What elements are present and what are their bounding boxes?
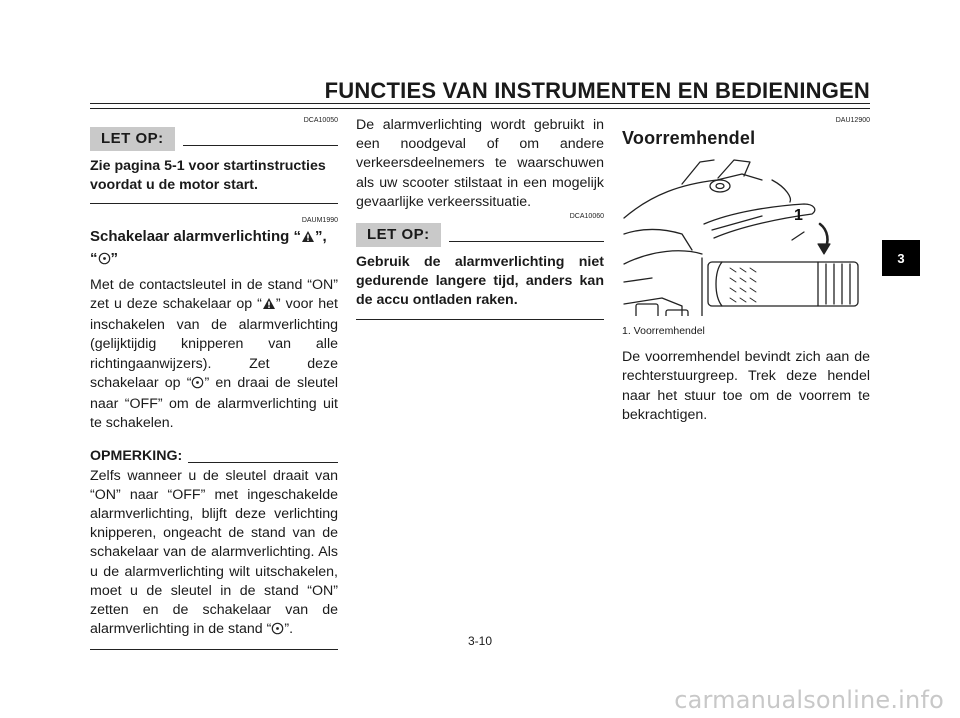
paragraph-text: Met de contactsleutel in de stand “ON” zet u deze schakelaar op “ bbox=[90, 276, 338, 313]
caution-end-rule bbox=[90, 203, 338, 204]
paragraph-text: ”. bbox=[284, 621, 294, 638]
caution-text: Gebruik de alarmverlichting niet gedurende langere tijd, anders kan de accu ontladen raken. bbox=[356, 254, 604, 309]
caution-header bbox=[90, 127, 338, 151]
note-header bbox=[90, 447, 338, 466]
figure-caption: 1. Voorremhendel bbox=[622, 325, 705, 338]
note-end-rule bbox=[90, 649, 338, 650]
paragraph-hazard-usage bbox=[90, 276, 338, 434]
header-rule-top bbox=[90, 103, 870, 104]
off-position-icon bbox=[191, 376, 204, 395]
paragraph-hazard-purpose: De alarmverlichting wordt gebruikt in een noodgeval of om andere verkeersdeelnemers te waarschuwen als uw scooter stilstaat in een mogelijk gevaarlijke verkeerssituatie. bbox=[356, 117, 604, 210]
hazard-triangle-icon bbox=[301, 229, 315, 248]
handlebar-drawing bbox=[622, 154, 870, 316]
doc-code: DAUM1990 bbox=[301, 217, 338, 225]
column-left bbox=[90, 116, 338, 650]
caution-label: LET OP: bbox=[356, 223, 441, 247]
paragraph-text: ” en draai de sleutel naar “OFF” om de alarmverlichting uit te schakelen. bbox=[90, 374, 338, 432]
heading-text: ”, bbox=[314, 228, 327, 246]
paragraph-note bbox=[90, 467, 338, 642]
figure-callout-number: 1 bbox=[794, 207, 803, 225]
note-label: OPMERKING: bbox=[90, 448, 183, 465]
caution-rule bbox=[449, 229, 604, 242]
heading-text: Schakelaar alarmverlichting “ bbox=[90, 228, 301, 246]
brake-lever-illustration bbox=[622, 154, 870, 316]
caution-text: Zie pagina 5-1 voor startinstructies voordat u de motor start. bbox=[90, 158, 326, 194]
section-heading-brake-lever: Voorremhendel bbox=[622, 128, 756, 148]
heading-text: ” bbox=[110, 249, 118, 267]
doc-code: DCA10060 bbox=[569, 213, 604, 221]
paragraph-text: Zelfs wanneer u de sleutel draait van “ON” naar “OFF” met ingeschakelde alarmverlichting, blijft deze verlichting knipperen, ongeacht de stand van de schakelaar van de alarmverlichting. Als u de alarmverlichting wilt uitschakelen, moet u de sleutel in de stand “ON” zetten en de schakelaar van de alarmverlichting in de stand “ bbox=[90, 467, 338, 638]
header-rule-bottom bbox=[90, 108, 870, 109]
caution-rule bbox=[183, 133, 338, 146]
heading-text: “ bbox=[90, 249, 98, 267]
column-middle bbox=[356, 116, 604, 320]
caution-header bbox=[356, 223, 604, 247]
paragraph-text: ” voor het inschakelen van de alarmverlichting (gelijktijdig knipperen van alle richtingaanwijzers). Zet deze schakelaar op “ bbox=[90, 296, 338, 391]
caution-end-rule bbox=[356, 319, 604, 320]
page-number: 3-10 bbox=[467, 634, 493, 648]
section-heading-hazard bbox=[90, 227, 338, 269]
caution-label: LET OP: bbox=[90, 127, 175, 151]
doc-code: DCA10050 bbox=[303, 117, 338, 124]
page-header-title: FUNCTIES VAN INSTRUMENTEN EN BEDIENINGEN bbox=[324, 78, 870, 103]
paragraph-brake-lever: De voorremhendel bevindt zich aan de rechterstuurgreep. Trek deze hendel naar het stuur toe om de voorrem te bekrachtigen. bbox=[622, 349, 870, 423]
note-rule bbox=[188, 452, 338, 463]
watermark-text: carmanualsonline.info bbox=[674, 686, 944, 714]
doc-code: DAU12900 bbox=[835, 117, 870, 124]
off-position-icon bbox=[98, 251, 111, 270]
hazard-triangle-icon bbox=[262, 297, 276, 316]
column-right bbox=[622, 116, 870, 425]
chapter-tab: 3 bbox=[882, 240, 920, 276]
